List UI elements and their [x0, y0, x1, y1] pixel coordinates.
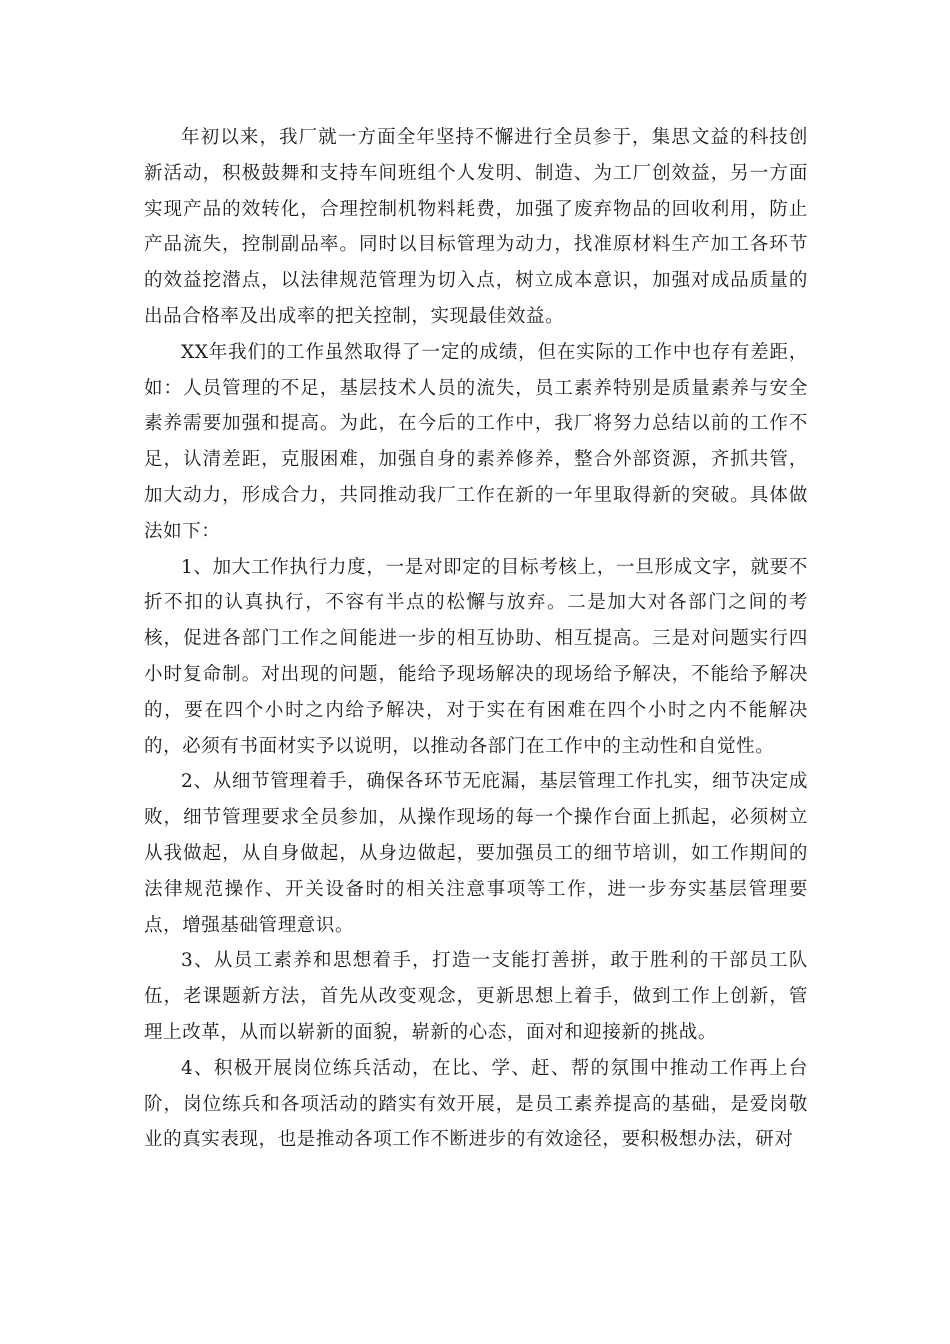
- paragraph-item-2: 2、从细节管理着手，确保各环节无庇漏，基层管理工作扎实，细节决定成败，细节管理要求全员参加，从操作现场的每一个操作台面上抓起，必须树立从我做起，从自身做起，从身边做起，要加强员工的细节培训，如工作期间的法律规范操作、开关设备时的相关注意事项等工作，进一步夯实基层管理要点，增强基础管理意识。: [144, 771, 808, 936]
- paragraph-shortcomings: XX年我们的工作虽然取得了一定的成绩，但在实际的工作中也存有差距，如：人员管理的不足，基层技术人员的流失，员工素养特别是质量素养与安全素养需要加强和提高。为此，在今后的工作中，我厂将努力总结以前的工作不足，认清差距，克服困难，加强自身的素养修养，整合外部资源，齐抓共管，加大动力，形成合力，共同推动我厂工作在新的一年里取得新的突破。具体做法如下：: [144, 341, 808, 542]
- paragraph-item-3: 3、从员工素养和思想着手，打造一支能打善拼，敢于胜利的干部员工队伍，老课题新方法，首先从改变观念，更新思想上着手，做到工作上创新，管理上改革，从而以崭新的面貌，崭新的心态，面对和迎接新的挑战。: [144, 950, 808, 1043]
- document-body: [144, 120, 808, 1158]
- paragraph-intro: 年初以来，我厂就一方面全年坚持不懈进行全员参于，集思文益的科技创新活动，积极鼓舞和支持车间班组个人发明、制造、为工厂创效益，另一方面实现产品的效转化，合理控制机物料耗费，加强了废弃物品的回收利用，防止产品流失，控制副品率。同时以目标管理为动力，找准原材料生产加工各环节的效益挖潜点，以法律规范管理为切入点，树立成本意识，加强对成品质量的出品合格率及出成率的把关控制，实现最佳效益。: [144, 127, 808, 327]
- paragraph-item-1: 1、加大工作执行力度，一是对即定的目标考核上，一旦形成文字，就要不折不扣的认真执行，不容有半点的松懈与放弃。二是加大对各部门之间的考核，促进各部门工作之间能进一步的相互协助、相互提高。三是对问题实行四小时复命制。对出现的问题，能给予现场解决的现场给予解决，不能给予解决的，要在四个小时之内给予解决，对于实在有困难在四个小时之内不能解决的，必须有书面材实予以说明，以推动各部门在工作中的主动性和自觉性。: [144, 556, 808, 757]
- paragraph-item-4: 4、积极开展岗位练兵活动，在比、学、赶、帮的氛围中推动工作再上台阶，岗位练兵和各项活动的踏实有效开展，是员工素养提高的基础，是爱岗敬业的真实表现，也是推动各项工作不断进步的有效途径，要积极想办法，研对: [144, 1057, 808, 1151]
